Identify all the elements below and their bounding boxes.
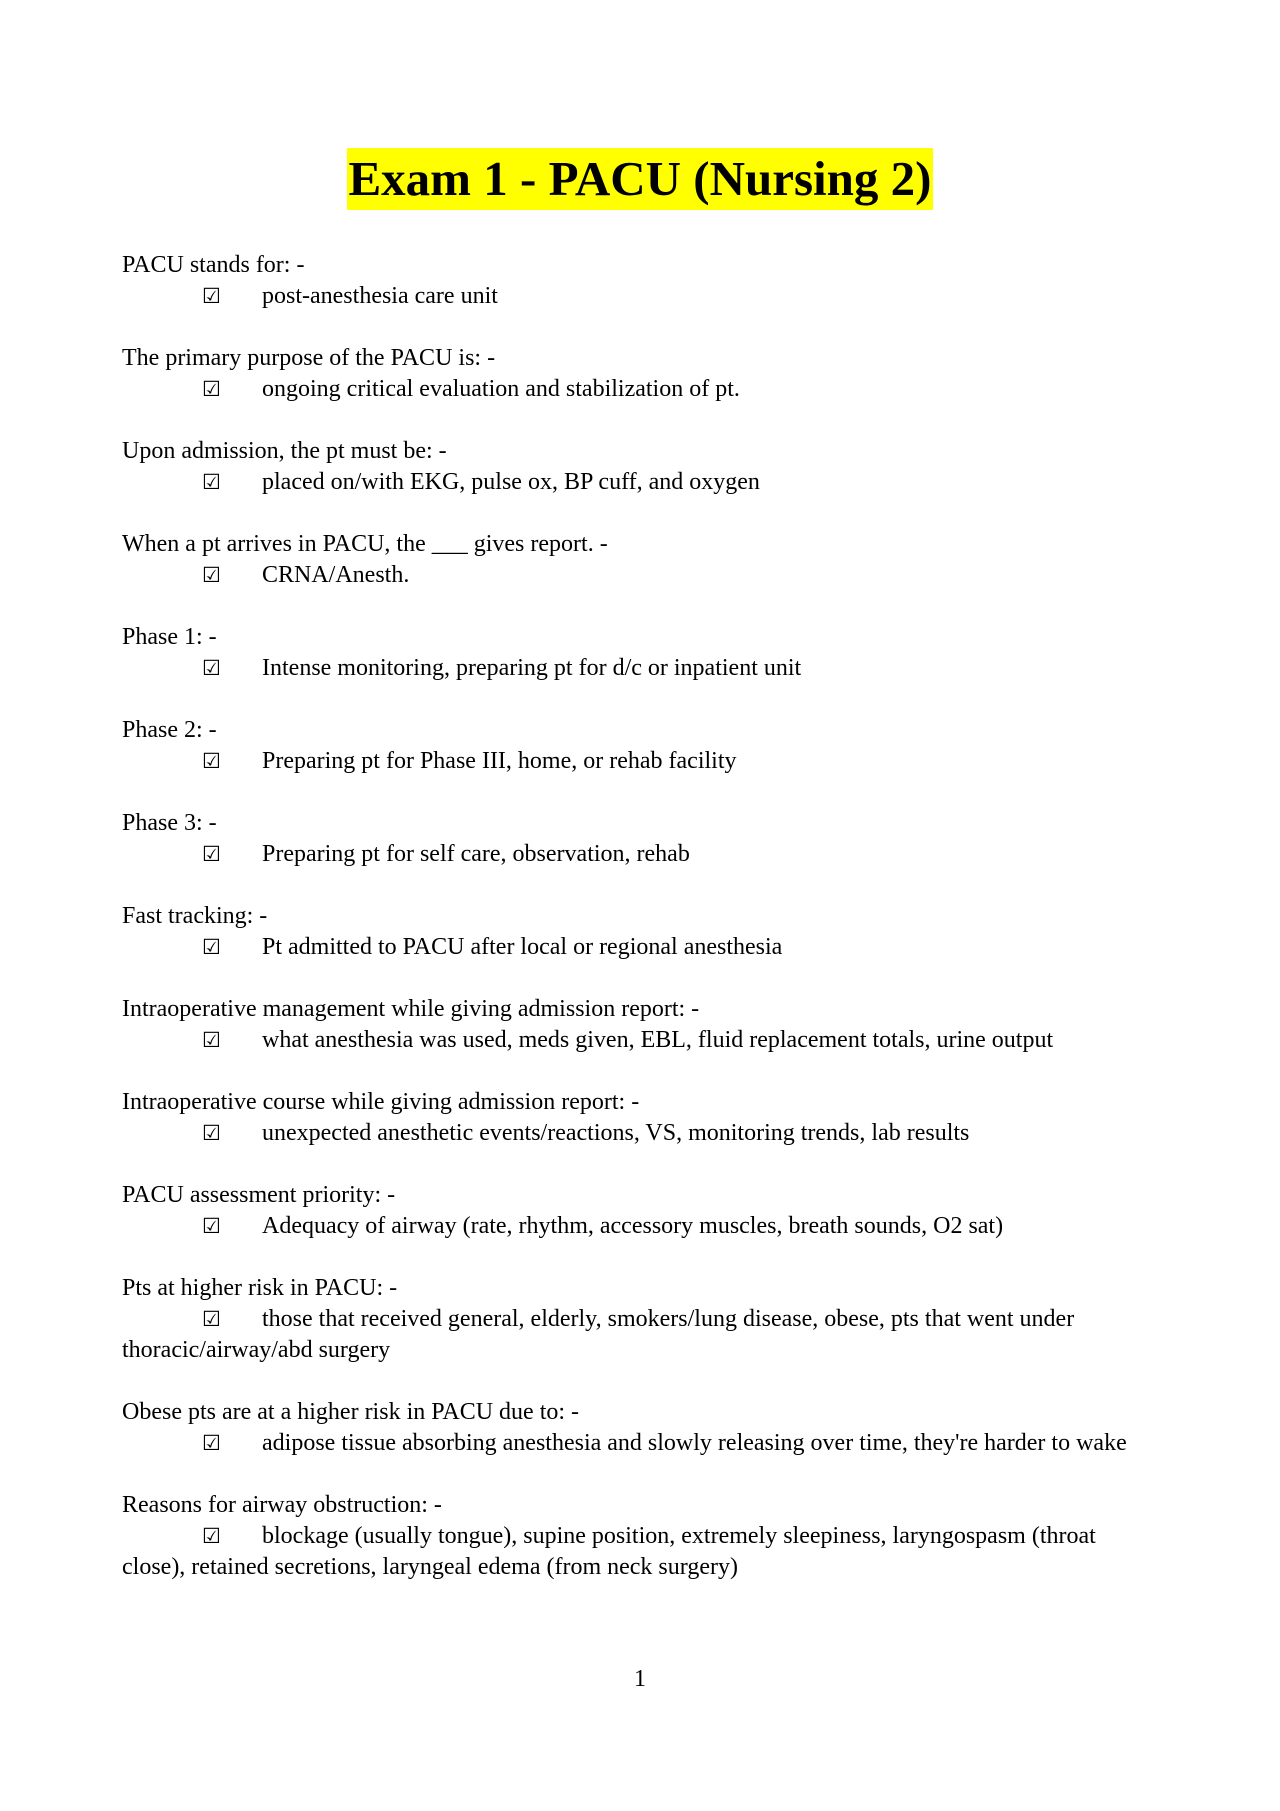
answer-text: Preparing pt for Phase III, home, or rehab facility xyxy=(262,748,737,774)
qa-item xyxy=(122,808,1162,870)
answer-row xyxy=(122,467,1162,498)
question-text: PACU assessment priority: - xyxy=(122,1182,396,1208)
document-title: Exam 1 - PACU (Nursing 2) xyxy=(347,148,934,210)
checkbox-checked-icon: ☑ xyxy=(202,1431,221,1455)
question-text: Phase 2: - xyxy=(122,717,217,743)
question-text: Upon admission, the pt must be: - xyxy=(122,438,447,464)
checkbox-checked-icon: ☑ xyxy=(202,1307,221,1331)
qa-item xyxy=(122,1397,1162,1459)
question-text: Pts at higher risk in PACU: - xyxy=(122,1275,398,1301)
question-text: Obese pts are at a higher risk in PACU due to: - xyxy=(122,1399,580,1425)
answer-text: unexpected anesthetic events/reactions, VS, monitoring trends, lab results xyxy=(262,1120,970,1146)
question-text: When a pt arrives in PACU, the ___ gives report. - xyxy=(122,531,608,557)
question-text: PACU stands for: - xyxy=(122,252,305,278)
checkbox-checked-icon: ☑ xyxy=(202,842,221,866)
checkbox-checked-icon: ☑ xyxy=(202,563,221,587)
qa-item xyxy=(122,622,1162,684)
checkbox-checked-icon: ☑ xyxy=(202,1524,221,1548)
title-container xyxy=(0,148,1280,210)
answer-row xyxy=(122,1304,1162,1366)
checkbox-checked-icon: ☑ xyxy=(202,377,221,401)
answer-row xyxy=(122,281,1162,312)
qa-item xyxy=(122,436,1162,498)
qa-list xyxy=(122,250,1162,1614)
question-text: Phase 1: - xyxy=(122,624,217,650)
question-text: The primary purpose of the PACU is: - xyxy=(122,345,496,371)
question-text: Phase 3: - xyxy=(122,810,217,836)
checkbox-checked-icon: ☑ xyxy=(202,656,221,680)
qa-item xyxy=(122,1490,1162,1583)
checkbox-checked-icon: ☑ xyxy=(202,749,221,773)
qa-item xyxy=(122,901,1162,963)
checkbox-checked-icon: ☑ xyxy=(202,470,221,494)
checkbox-checked-icon: ☑ xyxy=(202,1214,221,1238)
answer-row xyxy=(122,1211,1162,1242)
answer-row xyxy=(122,1428,1162,1459)
qa-item xyxy=(122,1273,1162,1366)
answer-row xyxy=(122,932,1162,963)
question-text: Intraoperative management while giving admission report: - xyxy=(122,996,700,1022)
answer-text: what anesthesia was used, meds given, EBL, fluid replacement totals, urine output xyxy=(262,1027,1054,1053)
checkbox-checked-icon: ☑ xyxy=(202,1121,221,1145)
answer-row xyxy=(122,1521,1162,1583)
answer-text: those that received general, elderly, smokers/lung disease, obese, pts that went under thoracic/airway/abd surgery xyxy=(122,1306,1075,1363)
answer-text: Adequacy of airway (rate, rhythm, accessory muscles, breath sounds, O2 sat) xyxy=(262,1213,1004,1239)
answer-text: CRNA/Anesth. xyxy=(262,562,410,588)
answer-row xyxy=(122,839,1162,870)
answer-text: blockage (usually tongue), supine position, extremely sleepiness, laryngospasm (throat close), retained secretions, laryngeal edema (from neck surgery) xyxy=(122,1523,1096,1580)
qa-item xyxy=(122,1180,1162,1242)
checkbox-checked-icon: ☑ xyxy=(202,1028,221,1052)
answer-row xyxy=(122,746,1162,777)
qa-item xyxy=(122,1087,1162,1149)
qa-item xyxy=(122,529,1162,591)
answer-row xyxy=(122,653,1162,684)
qa-item xyxy=(122,343,1162,405)
question-text: Fast tracking: - xyxy=(122,903,268,929)
qa-item xyxy=(122,994,1162,1056)
answer-row xyxy=(122,560,1162,591)
answer-text: Pt admitted to PACU after local or regional anesthesia xyxy=(262,934,783,960)
question-text: Intraoperative course while giving admission report: - xyxy=(122,1089,640,1115)
answer-row xyxy=(122,1118,1162,1149)
answer-text: post-anesthesia care unit xyxy=(262,283,498,309)
answer-row xyxy=(122,374,1162,405)
answer-text: Intense monitoring, preparing pt for d/c or inpatient unit xyxy=(262,655,802,681)
qa-item xyxy=(122,715,1162,777)
question-text: Reasons for airway obstruction: - xyxy=(122,1492,442,1518)
page-number: 1 xyxy=(634,1666,646,1692)
answer-text: Preparing pt for self care, observation, rehab xyxy=(262,841,690,867)
answer-text: ongoing critical evaluation and stabilization of pt. xyxy=(262,376,740,402)
answer-text: adipose tissue absorbing anesthesia and slowly releasing over time, they're harder to wake xyxy=(262,1430,1127,1456)
qa-item xyxy=(122,250,1162,312)
checkbox-checked-icon: ☑ xyxy=(202,935,221,959)
answer-row xyxy=(122,1025,1162,1056)
checkbox-checked-icon: ☑ xyxy=(202,284,221,308)
answer-text: placed on/with EKG, pulse ox, BP cuff, and oxygen xyxy=(262,469,760,495)
